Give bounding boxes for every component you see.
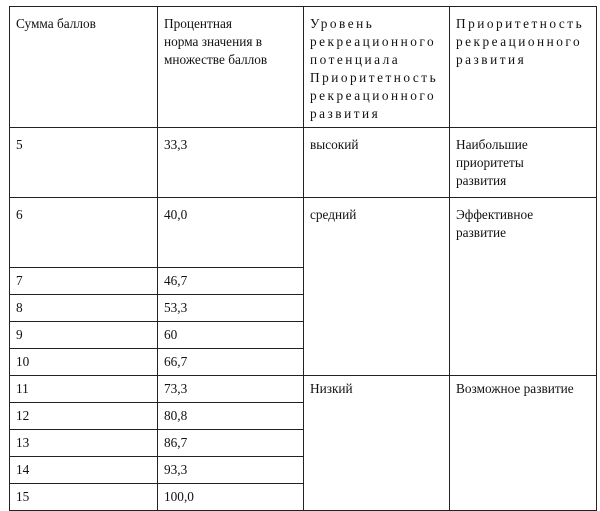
header-percent bbox=[158, 7, 304, 128]
cell-level: средний bbox=[304, 198, 450, 376]
cell-sum: 12 bbox=[10, 403, 158, 430]
header-sum bbox=[10, 7, 158, 128]
cell-sum: 9 bbox=[10, 322, 158, 349]
priority-line: развитие bbox=[456, 225, 507, 240]
cell-percent: 53,3 bbox=[158, 295, 304, 322]
header-sum-label: Сумма баллов bbox=[16, 16, 96, 31]
header-level-line: рекреационного bbox=[310, 34, 437, 49]
priority-line: Эффективное bbox=[456, 207, 534, 222]
header-priority-line: развития bbox=[456, 52, 527, 67]
cell-percent: 86,7 bbox=[158, 430, 304, 457]
table-row bbox=[10, 198, 597, 268]
cell-percent: 40,0 bbox=[158, 198, 304, 268]
cell-sum: 7 bbox=[10, 268, 158, 295]
cell-percent: 33,3 bbox=[158, 128, 304, 198]
header-priority-line: Приоритетность bbox=[456, 16, 585, 31]
header-percent-line: множестве баллов bbox=[164, 52, 268, 67]
cell-priority bbox=[450, 128, 597, 198]
cell-percent: 66,7 bbox=[158, 349, 304, 376]
header-level-line: рекреационного bbox=[310, 88, 437, 103]
cell-level: высокий bbox=[304, 128, 450, 198]
priority-line: Наибольшие bbox=[456, 137, 528, 152]
cell-priority bbox=[450, 198, 597, 376]
cell-sum: 8 bbox=[10, 295, 158, 322]
cell-sum: 5 bbox=[10, 128, 158, 198]
header-level-line: развития bbox=[310, 106, 381, 121]
cell-sum: 10 bbox=[10, 349, 158, 376]
header-percent-line: норма значения в bbox=[164, 34, 263, 49]
header-priority-line: рекреационного bbox=[456, 34, 583, 49]
header-level-line: Приоритетность bbox=[310, 70, 439, 85]
cell-percent: 46,7 bbox=[158, 268, 304, 295]
cell-sum: 11 bbox=[10, 376, 158, 403]
table-row bbox=[10, 376, 597, 403]
recreation-potential-table bbox=[9, 6, 597, 511]
cell-percent: 100,0 bbox=[158, 484, 304, 511]
cell-percent: 93,3 bbox=[158, 457, 304, 484]
header-level bbox=[304, 7, 450, 128]
cell-percent: 73,3 bbox=[158, 376, 304, 403]
cell-sum: 15 bbox=[10, 484, 158, 511]
cell-sum: 14 bbox=[10, 457, 158, 484]
header-percent-line: Процентная bbox=[164, 16, 232, 31]
header-level-line: Уровень bbox=[310, 16, 375, 31]
cell-sum: 6 bbox=[10, 198, 158, 268]
cell-sum: 13 bbox=[10, 430, 158, 457]
table-row bbox=[10, 128, 597, 198]
table-header-row bbox=[10, 7, 597, 128]
header-level-line: потенциала bbox=[310, 52, 401, 67]
priority-line: развития bbox=[456, 173, 507, 188]
priority-line: приоритеты bbox=[456, 155, 524, 170]
cell-percent: 60 bbox=[158, 322, 304, 349]
cell-percent: 80,8 bbox=[158, 403, 304, 430]
header-priority bbox=[450, 7, 597, 128]
cell-priority: Возможное развитие bbox=[450, 376, 597, 511]
cell-level: Низкий bbox=[304, 376, 450, 511]
